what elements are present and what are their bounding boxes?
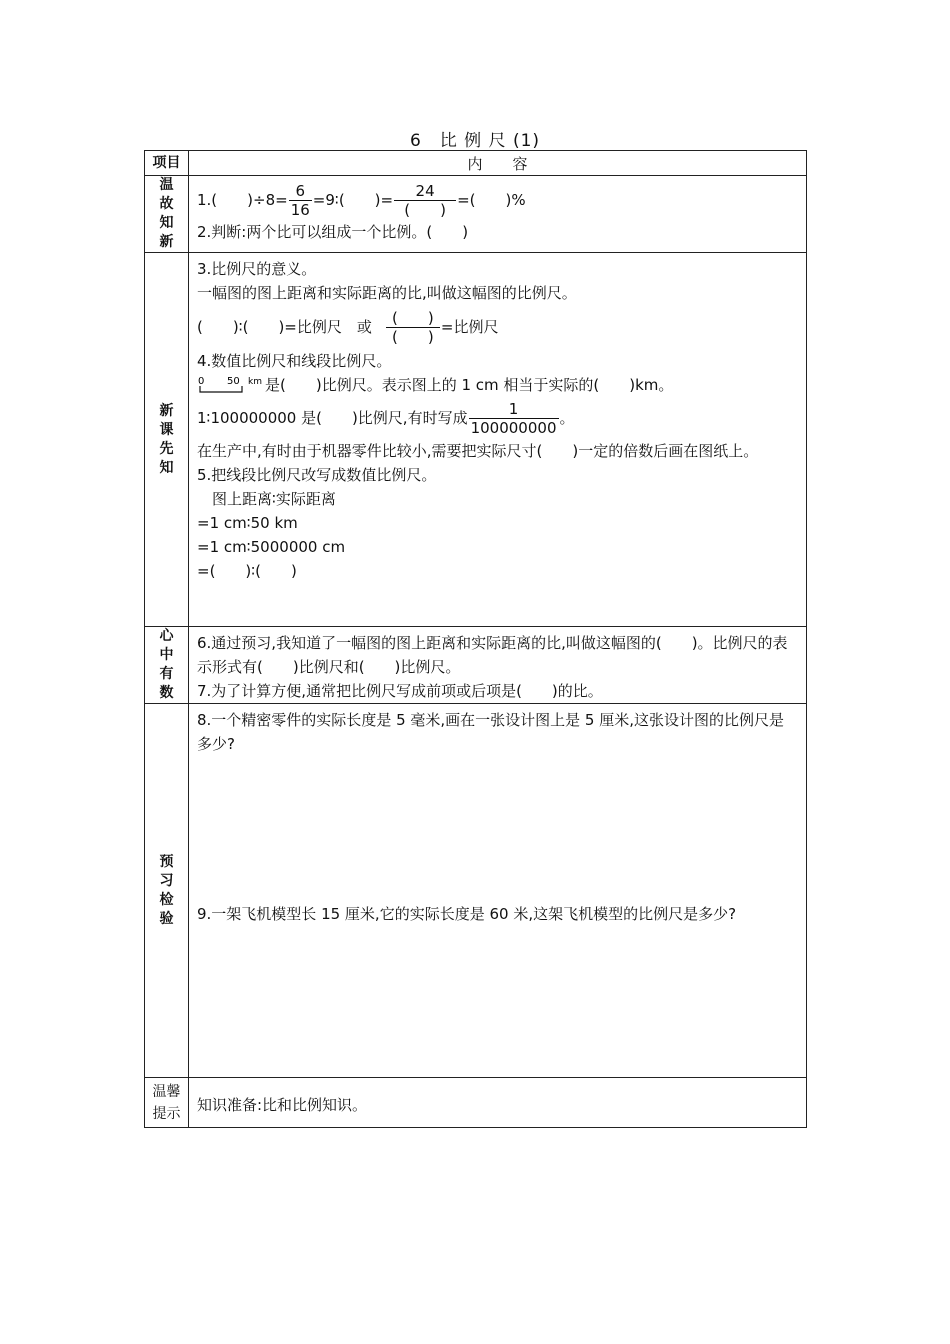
content-mind bbox=[189, 627, 807, 704]
frac-numerator: 24 bbox=[394, 182, 456, 201]
label-char: 先 bbox=[159, 440, 174, 457]
frac-denominator: ( ) bbox=[404, 201, 446, 219]
q3-formula bbox=[197, 305, 798, 349]
q1-part1: 1.( )÷8= bbox=[197, 191, 288, 209]
header-content bbox=[189, 151, 807, 176]
header-row bbox=[145, 151, 807, 176]
label-char: 故 bbox=[159, 196, 174, 212]
label-new bbox=[145, 253, 189, 627]
row-check bbox=[145, 704, 807, 1078]
q3-definition: 一幅图的图上距离和实际距离的比,叫做这幅图的比例尺。 bbox=[197, 284, 577, 302]
q4-fraction bbox=[469, 400, 559, 437]
label-char: 有 bbox=[159, 666, 174, 682]
label-check bbox=[145, 704, 189, 1078]
q4-line1 bbox=[197, 373, 798, 397]
content-new bbox=[189, 253, 807, 627]
label-char: 预 bbox=[159, 853, 174, 870]
scale-unit: km bbox=[248, 376, 262, 387]
label-review bbox=[145, 176, 189, 253]
label-char: 知 bbox=[159, 459, 174, 476]
question-1 bbox=[197, 180, 798, 220]
question-8: 8.一个精密零件的实际长度是 5 毫米,画在一张设计图上是 5 厘米,这张设计图的比例尺是多少? bbox=[197, 711, 785, 753]
q4-line2-a: 1∶100000000 是( )比例尺,有时写成 bbox=[197, 409, 468, 427]
content-check bbox=[189, 704, 807, 1078]
fraction-6-16 bbox=[289, 182, 312, 219]
q5-title: 5.把线段比例尺改写成数值比例尺。 bbox=[197, 466, 437, 484]
tip-text: 知识准备:比和比例知识。 bbox=[197, 1095, 368, 1114]
question-2: 2.判断:两个比可以组成一个比例。( ) bbox=[197, 223, 469, 241]
header-item-text: 项目 bbox=[152, 154, 181, 171]
page-title: 6 比 例 尺 (1) bbox=[409, 131, 541, 151]
label-char: 习 bbox=[159, 872, 174, 889]
label-char: 课 bbox=[159, 421, 174, 438]
content-tip bbox=[189, 1078, 807, 1128]
q4-line1-text: 是( )比例尺。表示图上的 1 cm 相当于实际的( )km。 bbox=[265, 376, 674, 394]
q3-fraction bbox=[386, 309, 440, 346]
header-content-text: 内 容 bbox=[467, 154, 528, 173]
row-new bbox=[145, 253, 807, 627]
label-char: 验 bbox=[159, 910, 174, 927]
scale-fifty: 50 bbox=[227, 375, 240, 387]
q4-line3: 在生产中,有时由于机器零件比较小,需要把实际尺寸( )一定的倍数后画在图纸上。 bbox=[197, 442, 759, 460]
header-item bbox=[145, 151, 189, 176]
question-9: 9.一架飞机模型长 15 厘米,它的实际长度是 60 米,这架飞机模型的比例尺是多少? bbox=[197, 905, 737, 923]
label-char: 温 bbox=[159, 177, 174, 193]
label-char: 心 bbox=[159, 628, 174, 644]
label-text: 提示 bbox=[152, 1105, 181, 1122]
frac-denominator: ( ) bbox=[392, 328, 434, 346]
row-review bbox=[145, 176, 807, 253]
label-char: 知 bbox=[159, 215, 174, 231]
q5-line4: =( )∶( ) bbox=[197, 562, 297, 580]
label-text: 温馨 bbox=[152, 1083, 181, 1100]
label-mind bbox=[145, 627, 189, 704]
frac-denominator: 16 bbox=[290, 201, 310, 219]
q4-line2 bbox=[197, 397, 798, 439]
label-char: 中 bbox=[159, 647, 174, 663]
scale-bar-icon bbox=[197, 375, 265, 397]
label-tip bbox=[145, 1078, 189, 1128]
q4-title: 4.数值比例尺和线段比例尺。 bbox=[197, 352, 392, 370]
label-char: 新 bbox=[159, 402, 174, 419]
label-char: 新 bbox=[159, 234, 174, 250]
question-7: 7.为了计算方便,通常把比例尺写成前项或后项是( )的比。 bbox=[197, 682, 603, 700]
answer-space-8 bbox=[197, 756, 798, 902]
q5-line1: 图上距离∶实际距离 bbox=[197, 490, 336, 508]
q4-line2-b: 。 bbox=[559, 409, 575, 427]
frac-numerator: 1 bbox=[469, 400, 559, 419]
frac-numerator: 6 bbox=[289, 182, 312, 201]
label-char: 数 bbox=[159, 685, 174, 701]
frac-numerator: ( ) bbox=[386, 309, 440, 328]
q1-part2: =9∶( )= bbox=[312, 191, 394, 209]
frac-denominator: 100000000 bbox=[470, 419, 557, 437]
q3-formula-a: ( )∶( )=比例尺 或 bbox=[197, 318, 372, 336]
row-mind bbox=[145, 627, 807, 704]
q5-line3: =1 cm∶5000000 cm bbox=[197, 538, 346, 556]
label-char: 检 bbox=[159, 891, 174, 908]
fraction-24 bbox=[394, 182, 456, 219]
q1-part3: =( )% bbox=[457, 191, 526, 209]
question-6: 6.通过预习,我知道了一幅图的图上距离和实际距离的比,叫做这幅图的( )。比例尺的表示形式有( )比例尺和( )比例尺。 bbox=[197, 634, 788, 676]
worksheet-table bbox=[144, 150, 807, 1128]
scale-zero: 0 bbox=[198, 375, 205, 387]
row-tip bbox=[145, 1078, 807, 1128]
q3-formula-b: =比例尺 bbox=[440, 318, 499, 336]
content-review bbox=[189, 176, 807, 253]
q3-title: 3.比例尺的意义。 bbox=[197, 260, 317, 278]
q5-line2: =1 cm∶50 km bbox=[197, 514, 298, 532]
